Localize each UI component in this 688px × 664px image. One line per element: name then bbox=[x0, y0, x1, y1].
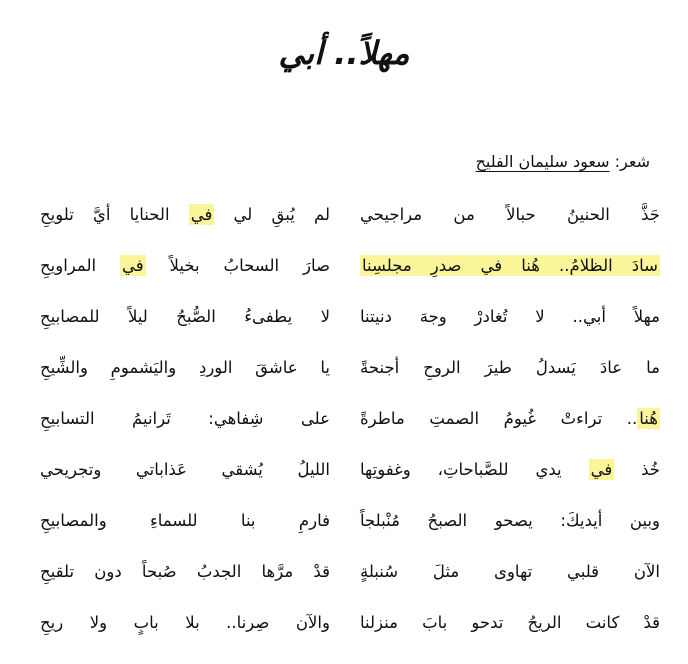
verse-text: وبين أيديكَ: يصحو الصبحُ مُنْبلجاً bbox=[360, 511, 660, 530]
verse-text: جَذَّ الحنينُ حبالاً من مراجيحي bbox=[360, 205, 660, 224]
verse-text: الليلُ يُشقي عَذاباتي وتجريحي bbox=[40, 460, 330, 479]
right-column-verses bbox=[360, 198, 660, 657]
left-verse-line bbox=[40, 606, 330, 657]
right-verse-line bbox=[360, 504, 660, 555]
left-verse-line bbox=[40, 402, 330, 453]
left-verse-line bbox=[40, 351, 330, 402]
verse-text: مهلاً أبي.. لا تُغادرْ وجهَ دنيتنا bbox=[360, 307, 660, 326]
verse-text: يدي للصَّباحاتِ، وغفوتِها bbox=[360, 460, 589, 479]
author-name: سعود سليمان الفليح bbox=[475, 152, 610, 171]
right-verse-line bbox=[360, 249, 660, 300]
highlighted-text: هُنا bbox=[639, 409, 658, 428]
right-verse-line bbox=[360, 453, 660, 504]
verse-text: المراويحِ bbox=[40, 256, 120, 275]
poem-title: مهلاً.. أبي bbox=[278, 34, 410, 72]
verse-text: يا عاشقَ الوردِ واليَشمومِ والشِّيحِ bbox=[40, 358, 330, 377]
right-verse-line bbox=[360, 300, 660, 351]
verse-text: قدْ كانت الريحُ تدحو بابَ منزلنا bbox=[360, 613, 660, 632]
right-verse-line bbox=[360, 351, 660, 402]
left-verse-line bbox=[40, 249, 330, 300]
verse-text: خُذ bbox=[614, 460, 660, 479]
left-verse-line bbox=[40, 453, 330, 504]
verse-text: لم يُبقِ لي bbox=[214, 205, 330, 224]
left-verse-line bbox=[40, 300, 330, 351]
right-verse-line bbox=[360, 402, 660, 453]
right-verse-line bbox=[360, 198, 660, 249]
poem-author bbox=[400, 150, 650, 174]
verse-text: .. تراءتْ غُيومُ الصمتِ ماطرةً bbox=[360, 409, 638, 428]
verse-text: على شِفاهي: تَرانيمُ التسابيحِ bbox=[40, 409, 330, 428]
verse-text: والآن صِرنا.. بلا بابٍ ولا ريحِ bbox=[40, 613, 330, 632]
left-verse-line bbox=[40, 555, 330, 606]
verse-text: الحنايا أيَّ تلويحِ bbox=[40, 205, 189, 224]
highlighted-text: في bbox=[590, 460, 613, 479]
left-verse-line bbox=[40, 504, 330, 555]
highlighted-text: في bbox=[190, 205, 213, 224]
left-column-verses bbox=[40, 198, 330, 657]
left-verse-line bbox=[40, 198, 330, 249]
verse-text: لا يطفىءُ الصُّبحُ ليلاً للمصابيحِ bbox=[40, 307, 330, 326]
verse-text: ما عادَ يَسدلُ طيرَ الروحِ أجنحةً bbox=[360, 358, 660, 377]
verse-text: فارمِ بنا للسماءِ والمصابيحِ bbox=[40, 511, 330, 530]
verse-text: الآن قلبي تهاوى مثلَ سُنبلةٍ bbox=[360, 562, 660, 581]
highlighted-text: في bbox=[121, 256, 144, 275]
right-verse-line bbox=[360, 555, 660, 606]
author-label: شعر: bbox=[614, 152, 650, 171]
highlighted-text: سادَ الظلامُ.. هُنا في صدرِ مجلسِنا bbox=[362, 256, 658, 275]
verse-text: قدْ مرَّها الجدبُ صُبحاً دون تلقيحِ bbox=[40, 562, 330, 581]
verse-text: صارَ السحابُ بخيلاً bbox=[145, 256, 331, 275]
right-verse-line bbox=[360, 606, 660, 657]
